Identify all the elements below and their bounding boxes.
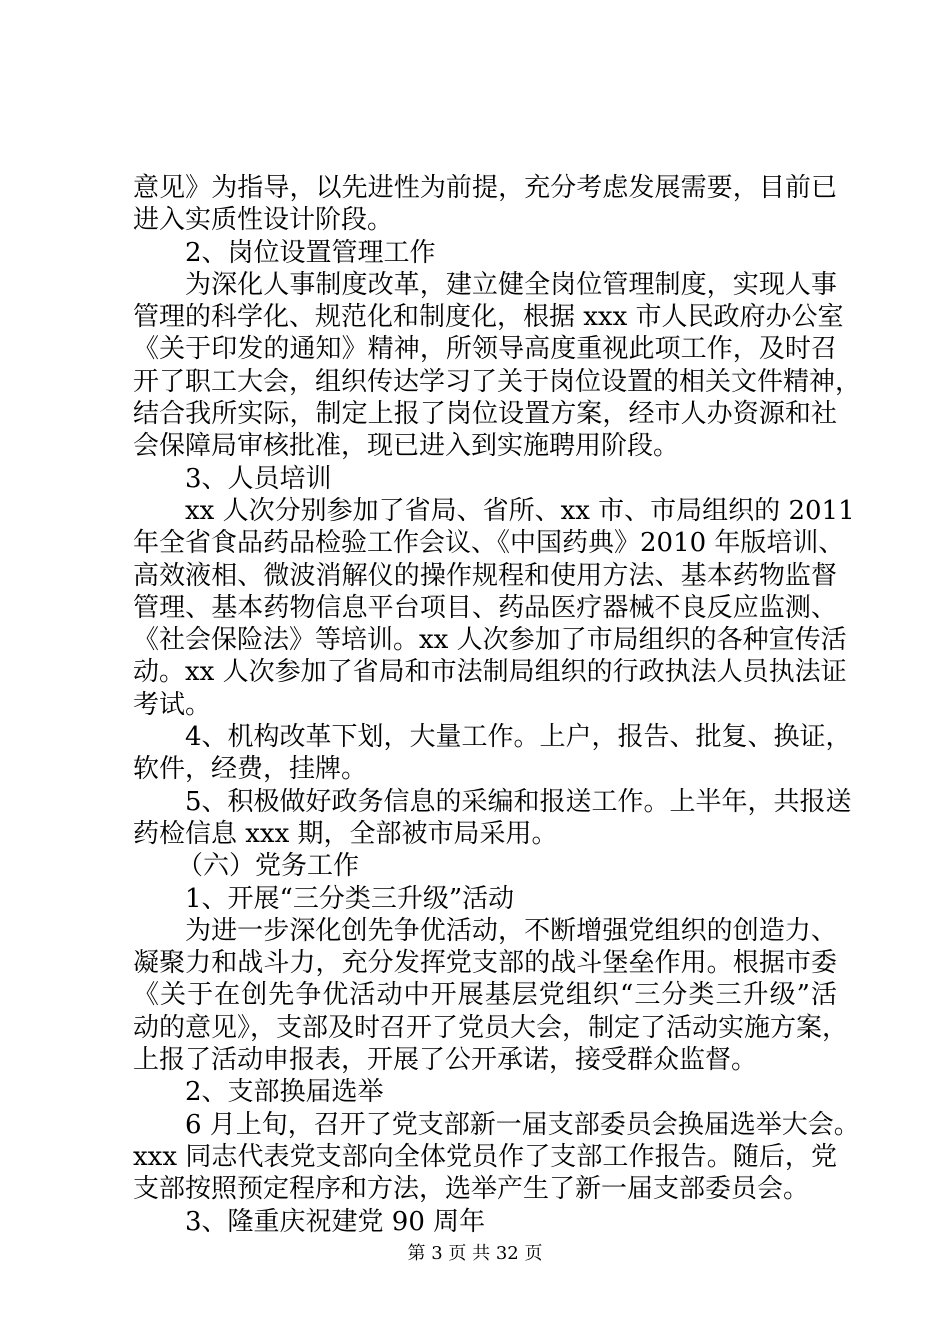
paragraph-line: 考试。 (133, 689, 212, 720)
paragraph-line: 高效液相、微波消解仪的操作规程和使用方法、基本药物监督 (133, 560, 837, 591)
document-body (133, 172, 862, 1238)
paragraph-line: 进入实质性设计阶段。 (133, 205, 394, 236)
section-heading: 3、人员培训 (185, 463, 332, 494)
paragraph-line: 会保障局审核批准，现已进入到实施聘用阶段。 (133, 431, 680, 462)
paragraph-line: 开了职工大会，组织传达学习了关于岗位设置的相关文件精神， (133, 366, 862, 397)
paragraph-line: 动。xx 人次参加了省局和市法制局组织的行政执法人员执法证 (133, 657, 847, 688)
paragraph-line: 软件，经费，挂牌。 (133, 754, 368, 785)
paragraph-line: 《关于印发的通知》精神，所领导高度重视此项工作，及时召 (133, 334, 837, 365)
paragraph-line: 药检信息 xxx 期，全部被市局采用。 (133, 818, 558, 849)
paragraph-line: 5、积极做好政务信息的采编和报送工作。上半年，共报送 (185, 786, 852, 817)
section-heading: （六）党务工作 (177, 851, 360, 882)
paragraph-line: 支部按照预定程序和方法，选举产生了新一届支部委员会。 (133, 1174, 810, 1205)
paragraph-line: 凝聚力和战斗力，充分发挥党支部的战斗堡垒作用。根据市委 (133, 948, 837, 979)
section-heading: 3、隆重庆祝建党 90 周年 (185, 1206, 486, 1237)
section-heading: 2、岗位设置管理工作 (185, 237, 436, 268)
page-number-footer: 第 3 页 共 32 页 (407, 1243, 543, 1264)
paragraph-line: 为深化人事制度改革，建立健全岗位管理制度，实现人事 (185, 269, 837, 300)
paragraph-line: 管理的科学化、规范化和制度化，根据 xxx 市人民政府办公室 (133, 302, 844, 333)
paragraph-line: xxx 同志代表党支部向全体党员作了支部工作报告。随后，党 (133, 1141, 837, 1172)
paragraph-line: 动的意见》，支部及时召开了党员大会，制定了活动实施方案， (133, 1012, 849, 1043)
paragraph-line: 意见》为指导，以先进性为前提，充分考虑发展需要，目前已 (133, 173, 837, 203)
paragraph-line: 上报了活动申报表，开展了公开承诺，接受群众监督。 (133, 1045, 758, 1076)
paragraph-line: 结合我所实际，制定上报了岗位设置方案，经市人办资源和社 (133, 399, 837, 430)
section-heading: 2、支部换届选举 (185, 1077, 384, 1108)
paragraph-line: 6 月上旬，召开了党支部新一届支部委员会换届选举大会。 (185, 1109, 860, 1140)
paragraph-line: 管理、基本药物信息平台项目、药品医疗器械不良反应监测、 (133, 592, 837, 623)
paragraph-line: xx 人次分别参加了省局、省所、xx 市、市局组织的 2011 (185, 495, 855, 526)
paragraph-line: 《社会保险法》等培训。xx 人次参加了市局组织的各种宣传活 (133, 625, 847, 656)
paragraph-line: 4、机构改革下划，大量工作。上户，报告、批复、换证， (185, 722, 852, 753)
paragraph-line: 《关于在创先争优活动中开展基层党组织“三分类三升级”活 (133, 980, 837, 1011)
paragraph-line: 年全省食品药品检验工作会议、《中国药典》2010 年版培训、 (133, 528, 845, 559)
section-heading: 1、开展“三分类三升级”活动 (185, 883, 515, 914)
paragraph-line: 为进一步深化创先争优活动，不断增强党组织的创造力、 (185, 915, 837, 946)
